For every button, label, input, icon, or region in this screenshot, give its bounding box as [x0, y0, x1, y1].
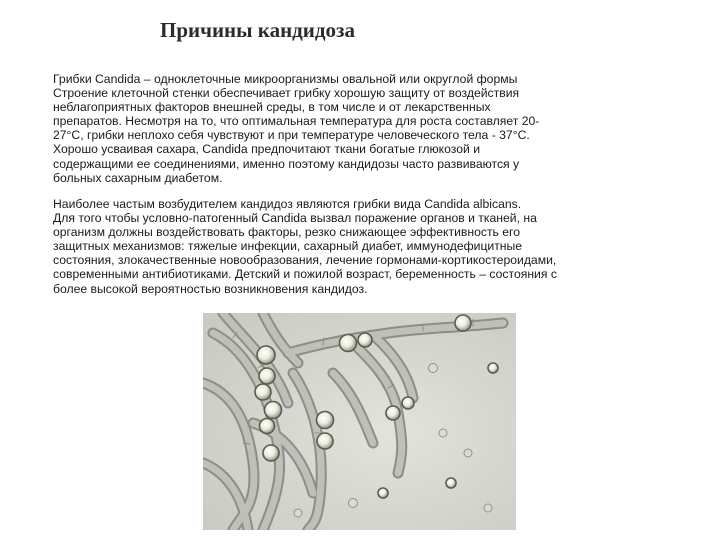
- text-line: неблагоприятных факторов внешней среды, в том числе и от лекарственных: [53, 100, 491, 115]
- candida-micrograph-image: [203, 313, 516, 530]
- text-line: защитных механизмов: тяжелые инфекции, сахарный диабет, иммунодефицитные: [53, 239, 523, 254]
- paragraph-candida-description: [53, 72, 643, 185]
- paragraph-candidiasis-causes: [53, 197, 643, 296]
- text-line: Наиболее частым возбудителем кандидоз являются грибки вида Candida albicans.: [53, 197, 522, 211]
- text-line: содержащими ее соединениями, именно поэтому кандидозы часто развиваются у: [53, 156, 520, 171]
- text-line: препаратов. Несмотря на то, что оптимальная температура для роста составляет 20-: [53, 114, 540, 129]
- text-line: Строение клеточной стенки обеспечивает грибку хорошую защиту от воздействия: [53, 86, 520, 101]
- text-line: 27°С, грибки неплохо себя чувствуют и при температуре человеческого тела - 37°С.: [53, 128, 530, 143]
- text-line: Для того чтобы условно-патогенный Candida вызвал поражение органов и тканей, на: [53, 211, 537, 226]
- text-line: организм должны воздействовать факторы, резко снижающее эффективность его: [53, 225, 521, 240]
- text-line: Грибки Candida – одноклеточные микроорганизмы овальной или округлой формы: [53, 72, 518, 86]
- text-line: больных сахарным диабетом.: [53, 170, 223, 185]
- slide-title: Причины кандидоза: [160, 18, 355, 42]
- text-line: более высокой вероятностью возникновения кандидоз.: [53, 281, 368, 296]
- text-line: современными антибиотиками. Детский и пожилой возраст, беременность – состояния с: [53, 267, 557, 282]
- text-line: Хорошо усваивая сахара, Candida предпочитают ткани богатые глюкозой и: [53, 142, 481, 157]
- text-line: состояния, злокачественные новообразования, лечение гормонами-кортикостероидами,: [53, 253, 557, 268]
